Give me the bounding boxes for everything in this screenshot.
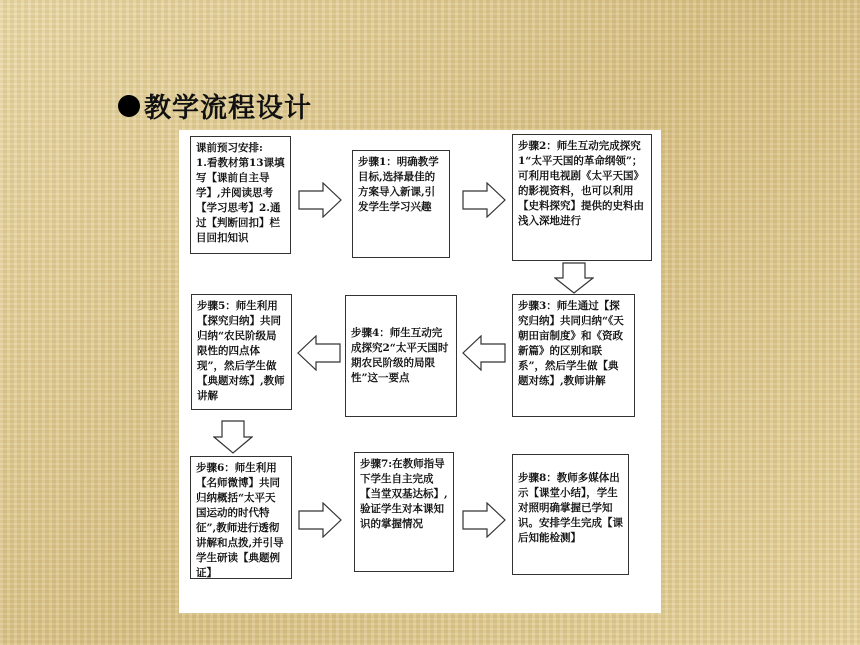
flowchart-panel: [179, 130, 661, 613]
arrow-down-icon: [213, 420, 253, 454]
arrow-left-icon: [297, 335, 341, 371]
page-title: [118, 86, 312, 125]
page-title-text: 教学流程设计: [144, 93, 312, 124]
step-5-box: 步骤5：师生利用【探究归纳】共同归纳“农民阶级局限性的四点体现”，然后学生做【典题对练】,教师讲解: [191, 294, 292, 410]
step-2-box: 步骤2：师生互动完成探究1“太平天国的革命纲领”；可利用电视剧《太平天国》的影视资料，也可以利用【史料探究】提供的史料由浅入深地进行: [512, 134, 652, 261]
step-7-box: 步骤7:在教师指导下学生自主完成【当堂双基达标】,验证学生对本课知识的掌握情况: [354, 452, 454, 572]
step-8-box: 步骤8：教师多媒体出示【课堂小结】，学生对照明确掌握已学知识。安排学生完成【课后知能检测】: [512, 454, 629, 575]
step-4-box: 步骤4：师生互动完成探究2“太平天国时期农民阶级的局限性”这一要点: [345, 295, 457, 417]
arrow-right-icon: [298, 182, 342, 218]
step-pre-box: 课前预习安排: 1.看教材第13课填写【课前自主导学】,并阅读思考【学习思考】2.通过【判断回扣】栏目回扣知识: [190, 136, 291, 254]
arrow-right-icon: [462, 182, 506, 218]
step-3-box: 步骤3：师生通过【探究归纳】共同归纳“《天朝田亩制度》和《资政新篇》的区别和联系”，然后学生做【典题对练】,教师讲解: [512, 294, 635, 417]
arrow-down-icon: [554, 262, 594, 294]
arrow-left-icon: [462, 335, 506, 371]
bullet-icon: [118, 95, 140, 117]
arrow-right-icon: [298, 502, 342, 538]
arrow-right-icon: [462, 502, 506, 538]
step-1-box: 步骤1：明确教学目标,选择最佳的方案导入新课,引发学生学习兴趣: [352, 150, 450, 258]
step-6-box: 步骤6：师生利用【名师微博】共同归纳概括“太平天国运动的时代特征”,教师进行透彻讲解和点拨,并引导学生研读【典题例证】: [190, 456, 292, 579]
